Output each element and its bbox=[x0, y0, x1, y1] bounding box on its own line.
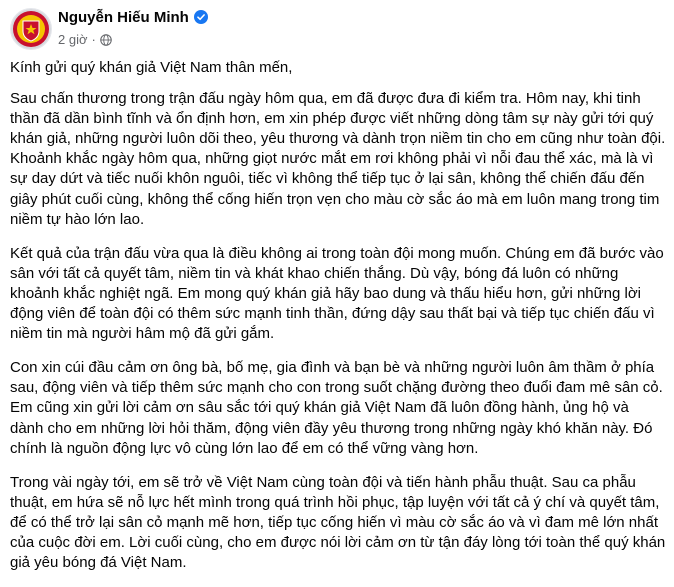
post-meta bbox=[58, 32, 112, 47]
globe-icon[interactable] bbox=[100, 34, 112, 46]
post-body bbox=[10, 58, 666, 587]
team-crest-avatar bbox=[11, 9, 51, 49]
author-name[interactable]: Nguyễn Hiếu Minh bbox=[58, 9, 189, 26]
post-greeting: Kính gửi quý khán giả Việt Nam thân mến, bbox=[10, 59, 293, 76]
verified-badge-icon bbox=[194, 10, 208, 24]
post-paragraph: Sau chấn thương trong trận đấu ngày hôm qua, em đã được đưa đi kiểm tra. Hôm nay, khi tinh thần đã dần bình tĩnh và ổn định hơn, em xin phép được viết những dòng tâm sự này gửi tới quý khán giả, những người luôn dõi theo, yêu thương và dành trọn niềm tin cho em cũng như toàn đội. Khoảnh khắc ngày hôm qua, những giọt nước mắt em rơi không phải vì nỗi đau thể xác, mà là vì sự day dứt và tiếc nuối khôn nguôi, tiếc vì không thể tiếp tục ở lại sân, không thể chiến đấu đến giây phút cuối cùng, không thể cống hiến trọn vẹn cho màu cờ sắc áo mà em luôn mang trong tim niềm tự hào lớn lao. bbox=[10, 90, 666, 228]
meta-separator: · bbox=[91, 32, 96, 47]
post-paragraph: Trong vài ngày tới, em sẽ trở về Việt Nam cùng toàn đội và tiến hành phẫu thuật. Sau ca phẫu thuật, em hứa sẽ nỗ lực hết mình trong quá trình hồi phục, tập luyện với tất cả ý chí và quyết tâm, để có thể trở lại sân cỏ mạnh mẽ hơn, tiếp tục cống hiến vì màu cờ sắc áo và vì đam mê lớn nhất của cuộc đời em. Lời cuối cùng, cho em được nói lời cảm ơn từ tận đáy lòng tới toàn thể quý khán giả yêu bóng đá Việt Nam. bbox=[10, 473, 666, 572]
author-avatar[interactable] bbox=[10, 8, 52, 50]
post-paragraph: Kết quả của trận đấu vừa qua là điều không ai trong toàn đội mong muốn. Chúng em đã bước vào sân với tất cả quyết tâm, niềm tin và khát khao chiến thắng. Dù vậy, bóng đá luôn có những khoảnh khắc nghiệt ngã. Em mong quý khán giả hãy bao dung và thấu hiểu hơn, gửi những lời động viên để toàn đội có thêm sức mạnh tinh thần, đứng dậy sau thất bại và tiếp tục chiến đấu vì niềm tin mà người hâm mộ đã gửi gắm. bbox=[10, 244, 664, 343]
author-name-row bbox=[58, 9, 208, 26]
post-timestamp[interactable]: 2 giờ bbox=[58, 32, 88, 47]
post-paragraph: Con xin cúi đầu cảm ơn ông bà, bố mẹ, gia đình và bạn bè và những người luôn âm thầm ở phía sau, động viên và tiếp thêm sức mạnh cho con trong suốt chặng đường theo đuổi đam mê sân cỏ. Em cũng xin gửi lời cảm ơn sâu sắc tới quý khán giả Việt Nam đã luôn đồng hành, ủng hộ và dành cho em những lời hỏi thăm, động viên đầy yêu thương trong những ngày khó khăn này. Đó chính là nguồn động lực vô cùng lớn lao để em có thể vững vàng hơn. bbox=[10, 359, 663, 457]
post-header bbox=[10, 6, 664, 50]
